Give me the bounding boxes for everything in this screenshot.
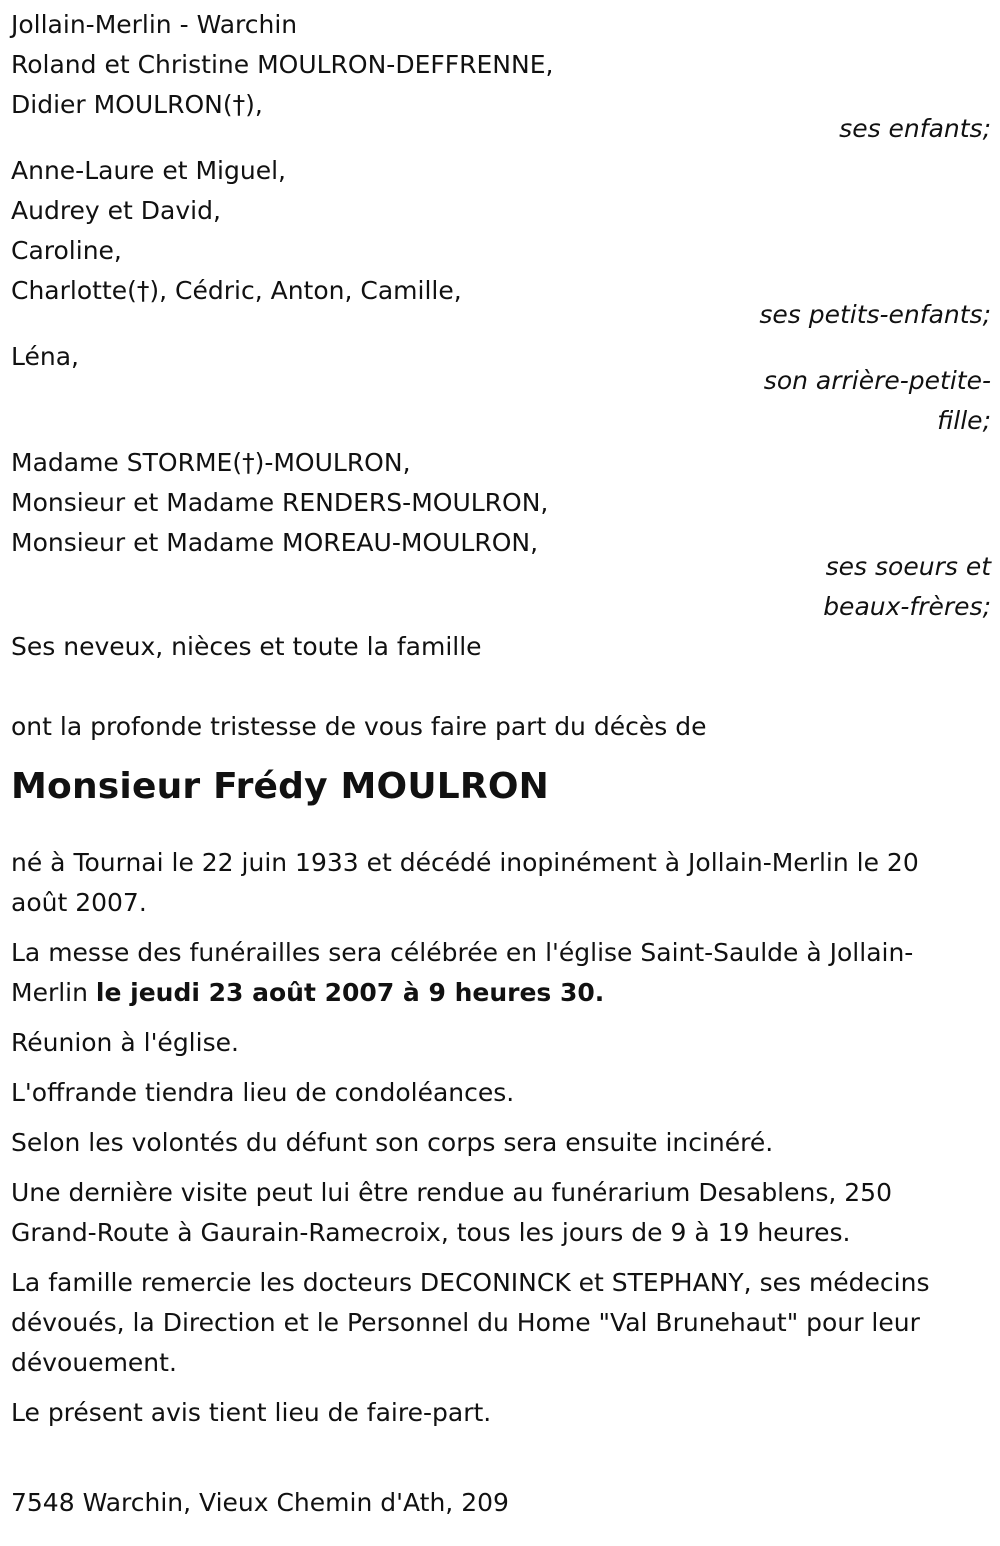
- relation-label: beaux-frères;: [823, 592, 991, 621]
- family-line: Audrey et David,: [11, 196, 221, 225]
- family-line: Monsieur et Madame MOREAU-MOULRON,: [11, 528, 539, 557]
- family-line: Madame STORME(†)-MOULRON,: [11, 448, 411, 477]
- paragraph-line: La famille remercie les docteurs DECONINCK et STEPHANY, ses médecins: [11, 1268, 930, 1297]
- obituary-notice: [11, 5, 991, 1523]
- visit-paragraph: [11, 1173, 991, 1253]
- family-line: Anne-Laure et Miguel,: [11, 156, 286, 185]
- paragraph-line: Une dernière visite peut lui être rendue au funérarium Desablens, 250: [11, 1178, 892, 1207]
- paragraph-line: août 2007.: [11, 888, 147, 917]
- paragraph-line: Selon les volontés du défunt son corps sera ensuite incinéré.: [11, 1128, 774, 1157]
- grandchildren-block: [11, 151, 991, 335]
- cremation-paragraph: [11, 1123, 991, 1163]
- paragraph-line: Le présent avis tient lieu de faire-part.: [11, 1398, 492, 1427]
- paragraph-line: dévoués, la Direction et le Personnel du Home "Val Brunehaut" pour leur: [11, 1308, 920, 1337]
- deceased-name: Monsieur Frédy MOULRON: [11, 766, 549, 807]
- great-grandchild-block: [11, 337, 991, 441]
- paragraph-line: né à Tournai le 22 juin 1933 et décédé inopinément à Jollain-Merlin le 20: [11, 848, 919, 877]
- relation-label: fille;: [937, 406, 991, 435]
- spacer: [11, 1443, 991, 1483]
- family-line: Roland et Christine MOULRON-DEFFRENNE,: [11, 50, 554, 79]
- family-line: Jollain-Merlin - Warchin: [11, 10, 298, 39]
- extended-family: Ses neveux, nièces et toute la famille: [11, 632, 482, 661]
- relation-label: ses petits-enfants;: [759, 300, 991, 329]
- family-line: Léna,: [11, 342, 79, 371]
- family-line: Didier MOULRON(†),: [11, 90, 263, 119]
- paragraph-line: [11, 973, 991, 1013]
- paragraph-line: Grand-Route à Gaurain-Ramecroix, tous les jours de 9 à 19 heures.: [11, 1218, 851, 1247]
- children-block: [11, 5, 991, 149]
- birth-death-paragraph: [11, 843, 991, 923]
- address: 7548 Warchin, Vieux Chemin d'Ath, 209: [11, 1488, 509, 1517]
- paragraph-line: La messe des funérailles sera célébrée en l'église Saint-Saulde à Jollain-: [11, 938, 914, 967]
- offering-paragraph: [11, 1073, 991, 1113]
- paragraph-line: dévouement.: [11, 1348, 177, 1377]
- family-line: Caroline,: [11, 236, 122, 265]
- family-line: Monsieur et Madame RENDERS-MOULRON,: [11, 488, 549, 517]
- relation-label: son arrière-petite-: [763, 366, 991, 395]
- paragraph-line: Réunion à l'église.: [11, 1028, 239, 1057]
- meeting-paragraph: [11, 1023, 991, 1063]
- thanks-paragraph: [11, 1263, 991, 1383]
- funeral-paragraph: [11, 933, 991, 1013]
- family-line: Charlotte(†), Cédric, Anton, Camille,: [11, 276, 462, 305]
- announcement: ont la profonde tristesse de vous faire part du décès de: [11, 712, 707, 741]
- funeral-place-text: Merlin: [11, 978, 96, 1007]
- siblings-block: [11, 443, 991, 627]
- relation-label: ses enfants;: [839, 114, 991, 143]
- spacer: [11, 667, 991, 707]
- paragraph-line: L'offrande tiendra lieu de condoléances.: [11, 1078, 515, 1107]
- notice-paragraph: [11, 1393, 991, 1433]
- funeral-date: le jeudi 23 août 2007 à 9 heures 30.: [95, 978, 605, 1007]
- relation-label: ses soeurs et: [825, 552, 991, 581]
